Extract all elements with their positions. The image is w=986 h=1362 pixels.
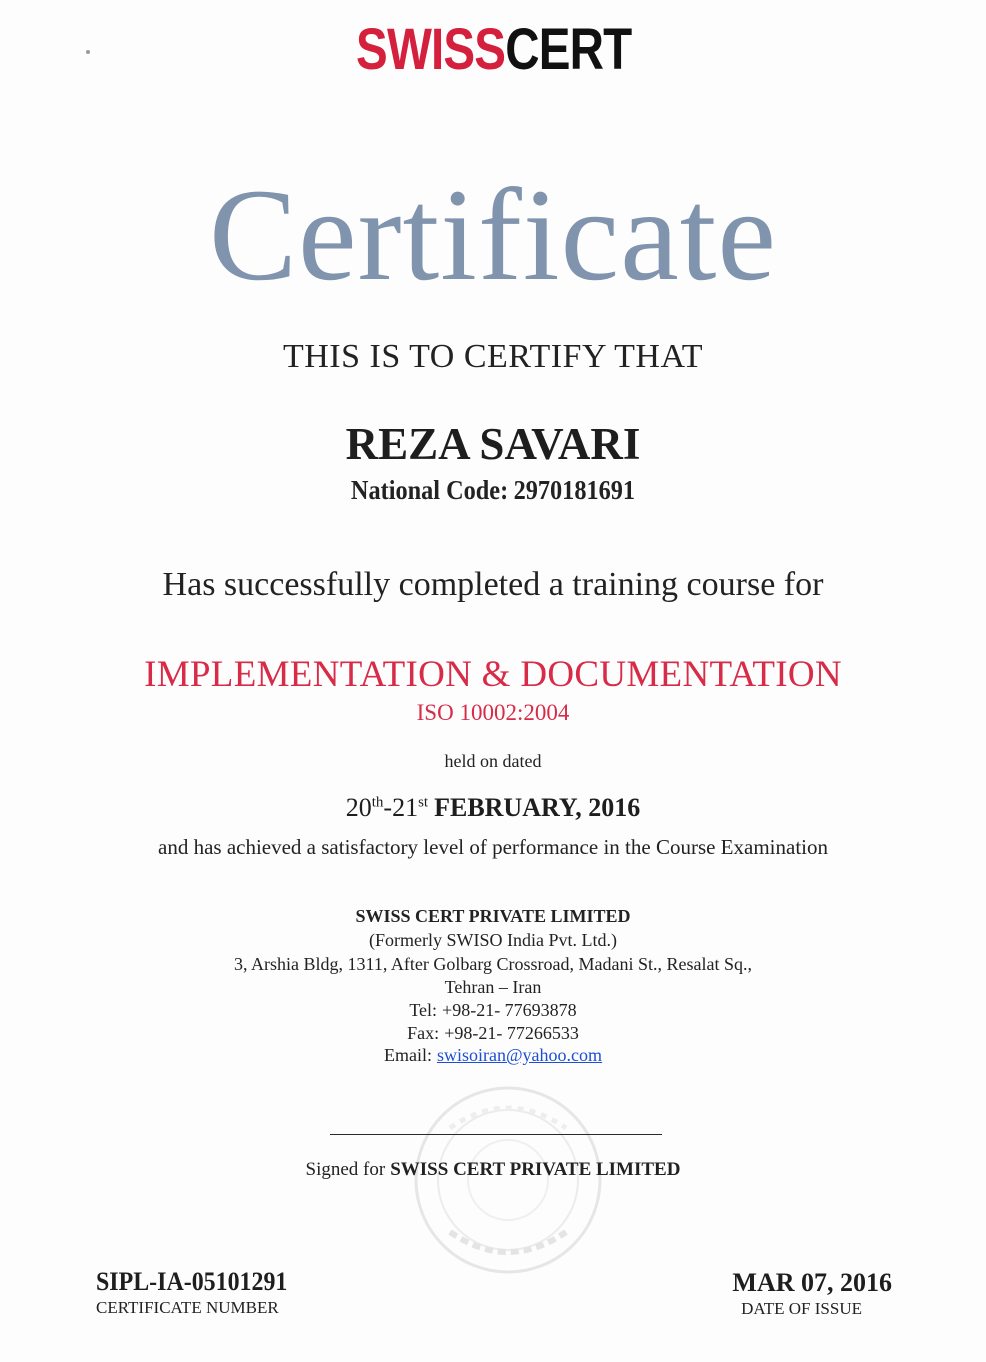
fax-label: Fax: <box>407 1023 440 1043</box>
signed-organization: SWISS CERT PRIVATE LIMITED <box>390 1159 681 1180</box>
certificate-number-label: CERTIFICATE NUMBER <box>96 1298 279 1317</box>
tel-label: Tel: <box>409 1000 438 1020</box>
tel-value: +98-21- 77693878 <box>442 1000 577 1020</box>
date-start-day: 20 <box>345 793 372 822</box>
date-start-suffix: th <box>371 794 384 811</box>
course-standard: ISO 10002:2004 <box>416 700 570 725</box>
issue-date-label: DATE OF ISSUE <box>741 1299 862 1318</box>
signed-prefix: Signed for <box>305 1159 386 1180</box>
course-dates <box>0 792 986 824</box>
certificate-number: SIPL-IA-05101291 <box>96 1267 288 1296</box>
achievement-statement: and has achieved a satisfactory level of performance in the Course Examination <box>158 835 828 859</box>
national-code-label: National Code: <box>350 475 509 505</box>
issuer-address: 3, Arshia Bldg, 1311, After Golbarg Crossroad, Madani St., Resalat Sq., <box>234 954 752 974</box>
swisscert-logo <box>89 18 898 82</box>
held-on-text: held on dated <box>444 751 542 771</box>
issuer-city: Tehran – Iran <box>444 977 542 997</box>
completion-statement: Has successfully completed a training course for <box>162 566 824 603</box>
certify-statement: THIS IS TO CERTIFY THAT <box>282 338 703 375</box>
logo-cert-text: CERT <box>505 17 632 82</box>
logo-swiss-text: SWISS <box>356 17 506 82</box>
signature-line <box>330 1134 662 1135</box>
date-end-suffix: st <box>418 794 429 811</box>
issuer-fax <box>0 1022 986 1044</box>
issuer-tel <box>0 999 986 1021</box>
fax-value: +98-21- 77266533 <box>444 1023 579 1043</box>
email-label: Email: <box>383 1045 432 1065</box>
issuer-email <box>0 1044 986 1066</box>
recipient-name: REZA SAVARI <box>345 419 641 469</box>
date-separator: - <box>383 793 393 822</box>
date-month-year: FEBRUARY, 2016 <box>434 793 641 822</box>
national-code-value: 2970181691 <box>513 475 636 505</box>
issue-date: MAR 07, 2016 <box>732 1268 892 1297</box>
issuer-company-name: SWISS CERT PRIVATE LIMITED <box>355 906 631 926</box>
signed-for-text <box>0 1158 986 1182</box>
national-code <box>49 474 936 506</box>
email-link[interactable]: swisoiran@yahoo.com <box>436 1045 603 1065</box>
course-title: IMPLEMENTATION & DOCUMENTATION <box>144 654 842 695</box>
issuer-former-name: (Formerly SWISO India Pvt. Ltd.) <box>369 930 617 950</box>
date-end-day: 21 <box>392 793 419 822</box>
certificate-title: Certificate <box>208 161 777 308</box>
